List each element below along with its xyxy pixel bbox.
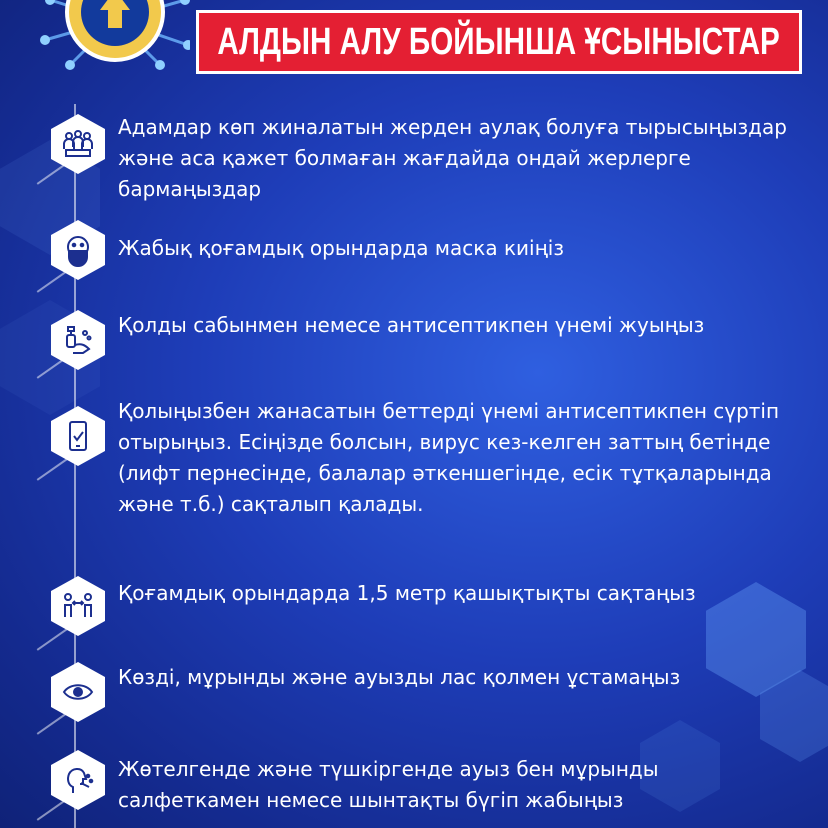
distance-icon xyxy=(51,576,105,636)
eye-icon xyxy=(51,662,105,722)
timeline-branch xyxy=(37,456,71,481)
emblem-logo xyxy=(40,0,190,70)
item-text: Көзді, мұрынды және ауызды лас қолмен ұстамаңыз xyxy=(118,665,681,689)
title-banner xyxy=(196,10,802,74)
item-text: Жөтелгенде және түшкіргенде ауыз бен мұрынды салфеткамен немесе шынтақты бүгіп жабыңыз xyxy=(118,757,659,812)
page-title: АЛДЫН АЛУ БОЙЫНША ҰСЫНЫСТАР xyxy=(217,20,781,63)
item-text: Адамдар көп жиналатын жерден аулақ болуға тырысыңыздар және аса қажет болмаған жағдайда ондай жерлерге бармаңыздар xyxy=(118,115,787,201)
item-text: Жабық қоғамдық орындарда маска киіңіз xyxy=(118,236,564,260)
item-text: Қолды сабынмен немесе антисептикпен үнемі жуыңыз xyxy=(118,313,705,337)
sneeze-icon xyxy=(51,750,105,810)
item-text: Қолыңызбен жанасатын беттерді үнемі антисептикпен сүртіп отырыңыз. Есіңізде болсын, вирус кез-келген заттың бетінде (лифт пернесінде, балалар әткеншегінде, есік тұтқаларында және т.б.) сақталып қалады. xyxy=(118,399,780,516)
phone-disinfect-icon xyxy=(51,406,105,466)
item-text: Қоғамдық орындарда 1,5 метр қашықтықты сақтаңыз xyxy=(118,581,696,605)
timeline-branch xyxy=(37,626,71,651)
